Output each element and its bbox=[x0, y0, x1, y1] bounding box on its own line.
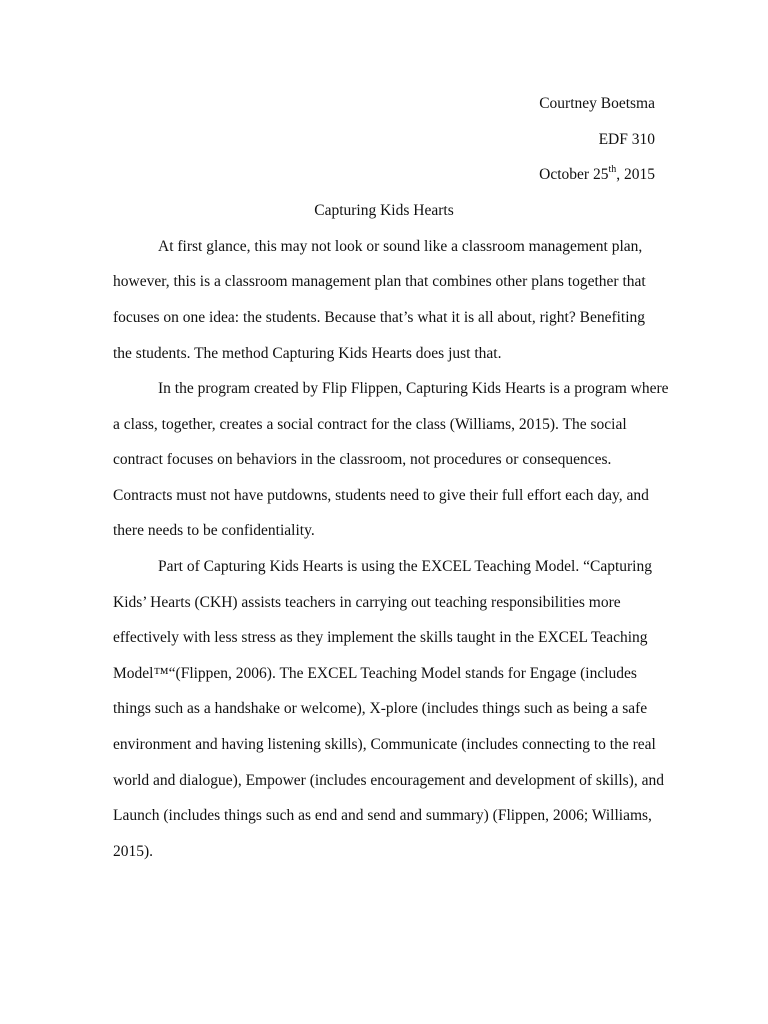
paragraph-2-line-2: a class, together, creates a social contract for the class (Williams, 2015). The social bbox=[113, 416, 627, 433]
paragraph-3-line-8: Launch (includes things such as end and send and summary) (Flippen, 2006; Williams, bbox=[113, 807, 652, 824]
document-date bbox=[539, 163, 655, 184]
paragraph-1-line-3: focuses on one idea: the students. Because that’s what it is all about, right? Benefiting bbox=[113, 309, 646, 326]
document-title: Capturing Kids Hearts bbox=[314, 202, 454, 219]
date-superscript: th bbox=[608, 163, 617, 175]
paragraph-3-line-3: effectively with less stress as they implement the skills taught in the EXCEL Teaching bbox=[113, 629, 648, 646]
date-prefix: October 25 bbox=[539, 166, 609, 183]
paragraph-1-line-2: however, this is a classroom management plan that combines other plans together that bbox=[113, 273, 646, 290]
date-suffix: , 2015 bbox=[616, 166, 655, 183]
paragraph-3-line-4: Model™“(Flippen, 2006). The EXCEL Teaching Model stands for Engage (includes bbox=[113, 665, 637, 682]
paragraph-3-line-2: Kids’ Hearts (CKH) assists teachers in carrying out teaching responsibilities more bbox=[113, 594, 621, 611]
course-code: EDF 310 bbox=[598, 131, 655, 148]
paragraph-1-line-4: the students. The method Capturing Kids Hearts does just that. bbox=[113, 345, 502, 362]
paragraph-2-line-4: Contracts must not have putdowns, students need to give their full effort each day, and bbox=[113, 487, 649, 504]
paragraph-2-line-3: contract focuses on behaviors in the classroom, not procedures or consequences. bbox=[113, 451, 612, 468]
paragraph-2-line-1: In the program created by Flip Flippen, Capturing Kids Hearts is a program where bbox=[158, 380, 669, 397]
paragraph-3-line-1: Part of Capturing Kids Hearts is using the EXCEL Teaching Model. “Capturing bbox=[158, 558, 652, 575]
paragraph-3-line-5: things such as a handshake or welcome), X-plore (includes things such as being a safe bbox=[113, 700, 648, 717]
paragraph-3-line-7: world and dialogue), Empower (includes encouragement and development of skills), and bbox=[113, 772, 664, 789]
paragraph-3-line-9: 2015). bbox=[113, 843, 154, 860]
author-name: Courtney Boetsma bbox=[539, 95, 655, 112]
paragraph-2-line-5: there needs to be confidentiality. bbox=[113, 522, 315, 539]
paragraph-3-line-6: environment and having listening skills), Communicate (includes connecting to the real bbox=[113, 736, 656, 753]
paragraph-1-line-1: At first glance, this may not look or sound like a classroom management plan, bbox=[158, 238, 643, 255]
